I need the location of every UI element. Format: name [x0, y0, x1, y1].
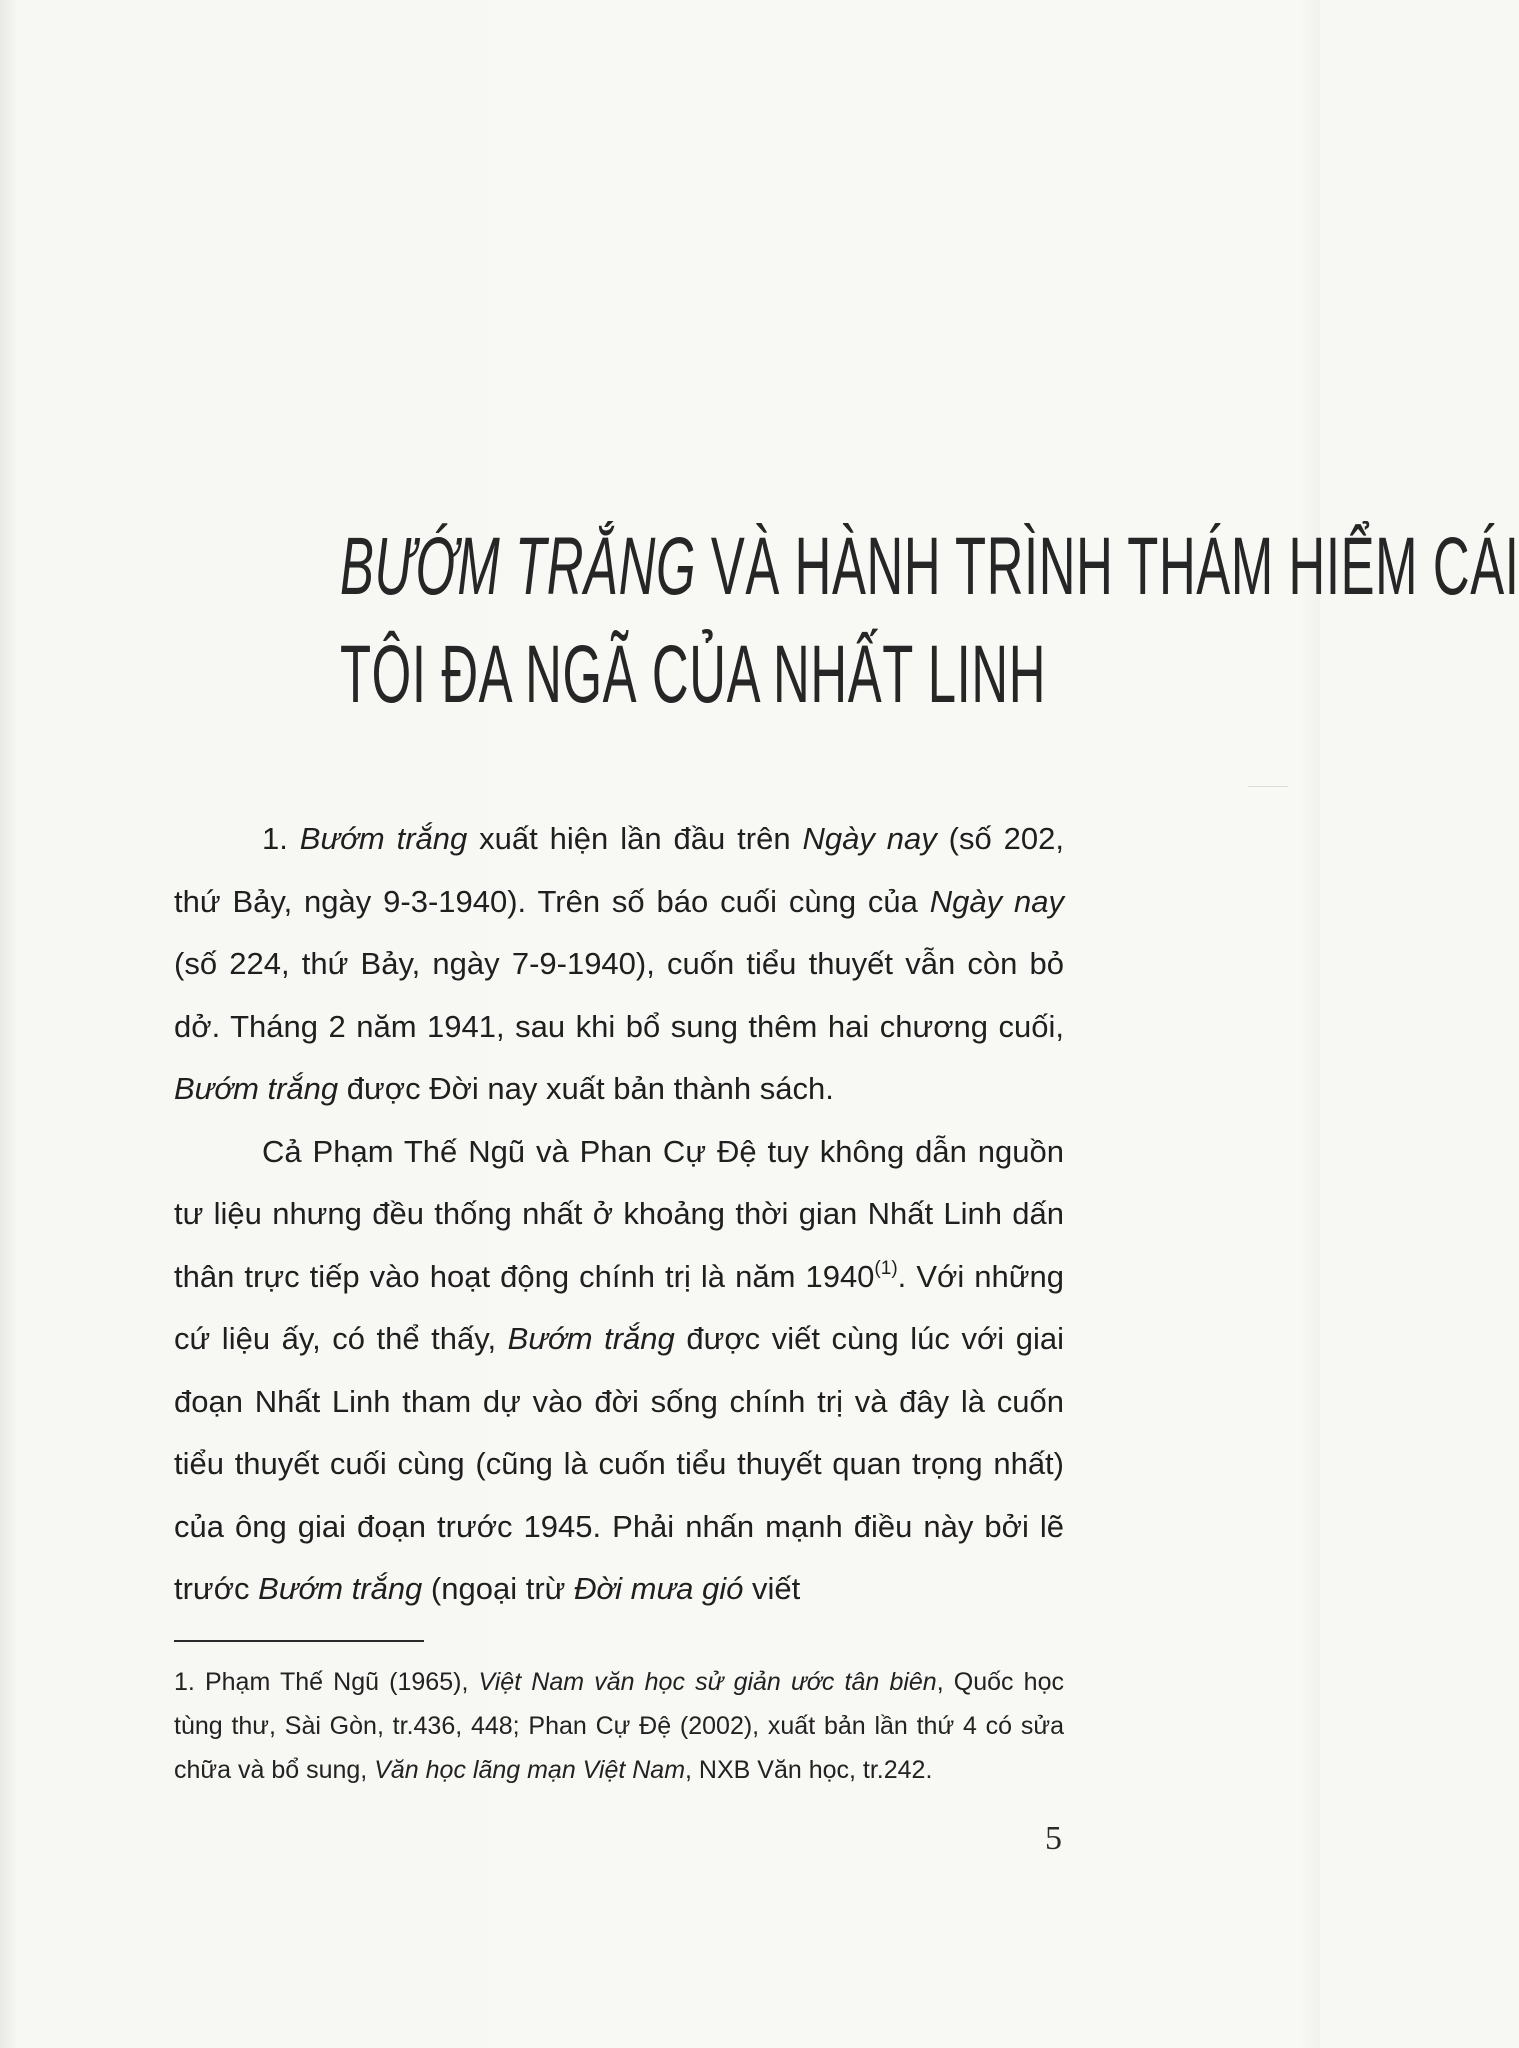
page-edge-mark — [1248, 786, 1288, 787]
text-run: xuất hiện lần đầu trên — [467, 821, 803, 856]
paragraph-2 — [174, 1121, 1064, 1621]
italic-newspaper-title: Ngày nay — [929, 883, 1064, 919]
body-text — [174, 808, 1064, 1621]
italic-book-title: Đời mưa gió — [574, 1571, 744, 1606]
page-number: 5 — [1045, 1820, 1062, 1857]
paragraph-1 — [174, 808, 1064, 1121]
text-run: viết — [743, 1571, 801, 1606]
text-run: . Với những cứ liệu ấy, có thể thấy, — [174, 1258, 1064, 1356]
chapter-title-line-1-rest: VÀ HÀNH TRÌNH THÁM HIỂM CÁI — [696, 521, 1519, 613]
footnote-1 — [174, 1660, 1064, 1792]
text-run: 1. Phạm Thế Ngũ (1965), — [174, 1668, 479, 1696]
text-run: được Đời nay xuất bản thành sách. — [338, 1071, 834, 1106]
text-run: , NXB Văn học, tr.242. — [685, 1756, 933, 1784]
italic-book-title: Bướm trắng — [174, 1071, 339, 1106]
italic-book-title: Bướm trắng — [299, 821, 468, 856]
italic-book-title: Việt Nam văn học sử giản ước tân biên — [478, 1668, 937, 1696]
chapter-title-line-2: TÔI ĐA NGÃ CỦA NHẤT LINH — [340, 629, 1047, 721]
footnote-divider — [174, 1640, 424, 1642]
paragraph-1-number: 1. — [262, 821, 300, 856]
chapter-title-line-1 — [340, 513, 1519, 621]
text-run: (số 202, thứ Bảy, ngày 9-3-1940). Trên số báo cuối cùng của — [174, 821, 1065, 919]
italic-book-title: Bướm trắng — [507, 1321, 675, 1356]
italic-book-title: Văn học lãng mạn Việt Nam — [374, 1756, 686, 1784]
text-run: được viết cùng lúc với giai đoạn Nhất Linh tham dự vào đời sống chính trị và đây là cuốn tiểu thuyết cuối cùng (cũng là cuốn tiểu thuyết quan trọng nhất) của ông giai đoạn trước 1945. Phải nhấn mạnh điều này bởi lẽ trước — [174, 1321, 1064, 1606]
chapter-title — [340, 513, 1519, 729]
chapter-title-italic: BƯỚM TRẮNG — [340, 521, 697, 613]
text-run: (số 224, thứ Bảy, ngày 7-9-1940), cuốn tiểu thuyết vẫn còn bỏ dở. Tháng 2 năm 1941, sau khi bổ sung thêm hai chương cuối, — [174, 946, 1064, 1044]
text-run: (ngoại trừ — [422, 1571, 575, 1606]
italic-book-title: Bướm trắng — [258, 1571, 423, 1606]
text-run: , Quốc học tùng thư, Sài Gòn, tr.436, 448; Phan Cự Đệ (2002), xuất bản lần thứ 4 có sửa chữa và bổ sung, — [174, 1668, 1064, 1784]
italic-newspaper-title: Ngày nay — [802, 821, 937, 856]
text-run: Cả Phạm Thế Ngũ và Phan Cự Đệ tuy không dẫn nguồn tư liệu nhưng đều thống nhất ở khoảng thời gian Nhất Linh dấn thân trực tiếp vào hoạt động chính trị là năm 1940 — [174, 1133, 1064, 1294]
footnote-reference: (1) — [874, 1257, 898, 1279]
